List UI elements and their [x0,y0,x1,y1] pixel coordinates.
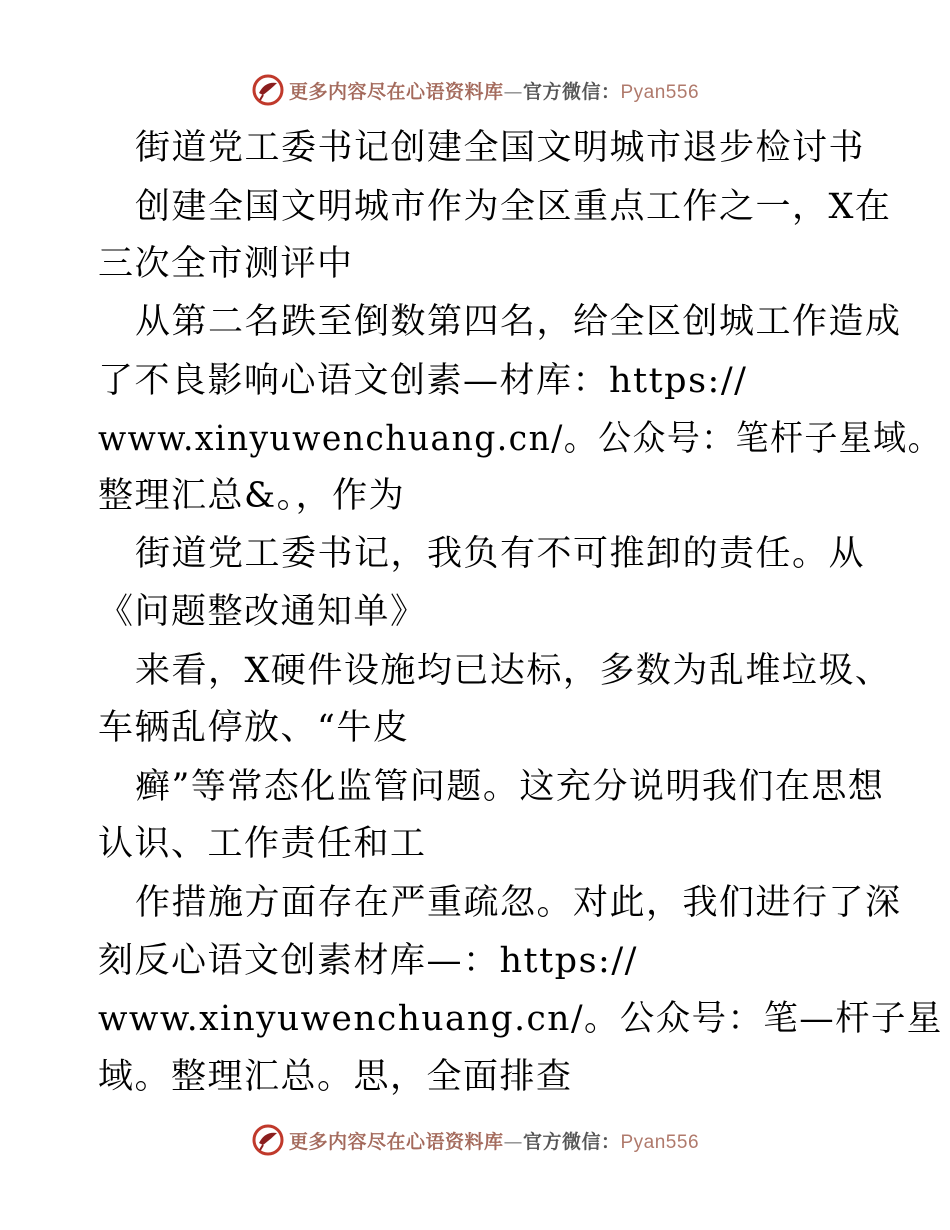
pen-logo-icon [251,73,285,107]
paragraph-line: www.xinyuwenchuang.cn/。公众号：笔杆子星域。 [98,419,942,459]
paragraph-line: 癣”等常态化监管问题。这充分说明我们在思想 [135,767,885,807]
footer-banner-separator: — [503,1130,523,1153]
paragraph-line: 了不良影响心语文创素—材库：https:// [98,361,748,401]
header-banner-text [289,77,699,104]
paragraph-line: 来看，X硬件设施均已达标，多数为乱堆垃圾、 [135,651,892,691]
header-banner [0,70,950,110]
header-banner-separator: — [503,80,523,103]
paragraph-line: 整理汇总&。，作为 [98,476,406,516]
footer-banner-text [289,1127,699,1154]
paragraph-line: 《问题整改通知单》 [98,592,427,632]
header-banner-main: 更多内容尽在心语资料库 [288,80,504,103]
paragraph-line: 三次全市测评中 [98,244,354,284]
paragraph-line: www.xinyuwenchuang.cn/。公众号：笔—杆子星 [98,999,943,1039]
footer-banner-official-label: 官方微信： [522,1130,621,1153]
paragraph-line: 刻反心语文创素材库—：https:// [98,941,638,981]
paragraph-line: 域。整理汇总。思，全面排查 [98,1057,573,1097]
footer-banner-main: 更多内容尽在心语资料库 [288,1130,504,1153]
pen-logo-icon [251,1123,285,1157]
paragraph-line: 作措施方面存在严重疏忽。对此，我们进行了深 [135,883,902,923]
paragraph-line: 从第二名跌至倒数第四名，给全区创城工作造成 [135,302,902,342]
header-banner-account: Pyan556 [620,81,700,103]
paragraph-line: 街道党工委书记，我负有不可推卸的责任。从 [135,534,866,574]
header-banner-official-label: 官方微信： [522,80,621,103]
footer-banner [0,1120,950,1160]
paragraph-line: 创建全国文明城市作为全区重点工作之一，X在 [135,187,892,227]
footer-banner-account: Pyan556 [620,1131,700,1153]
paragraph-line: 认识、工作责任和工 [98,824,427,864]
paragraph-line: 车辆乱停放、“牛皮 [98,708,410,748]
document-title: 街道党工委书记创建全国文明城市退步检讨书 [135,128,866,168]
